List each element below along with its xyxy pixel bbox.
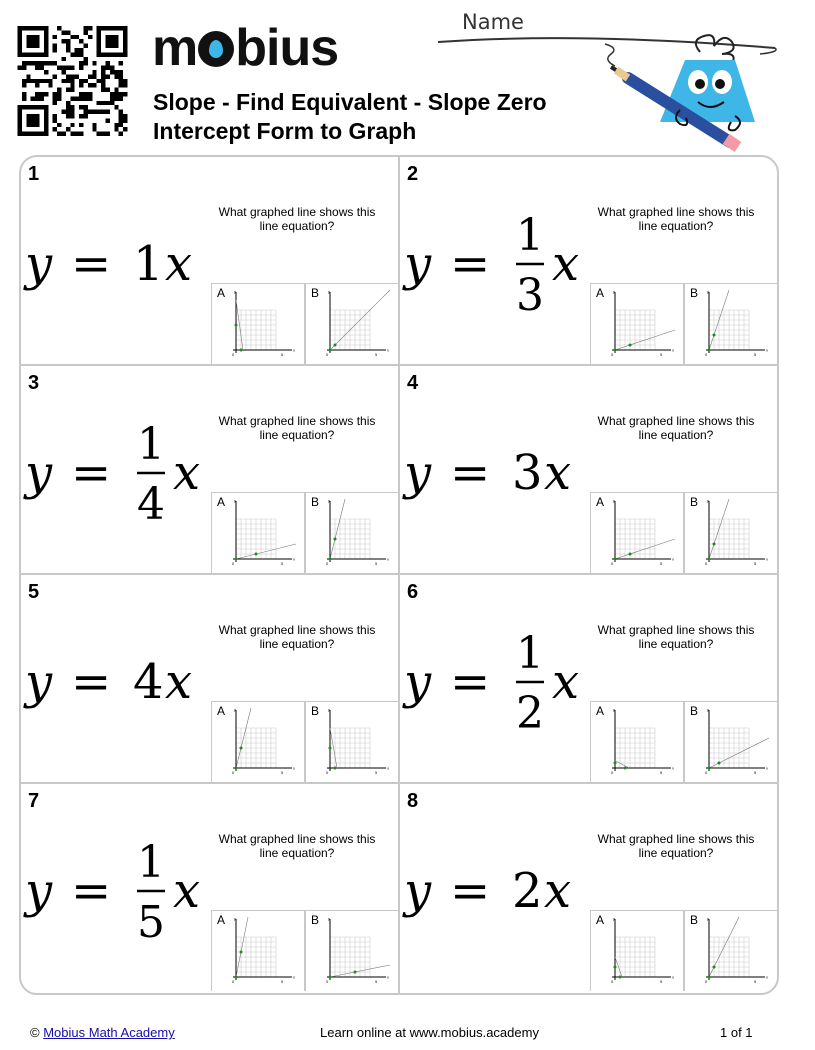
graph-point bbox=[235, 767, 238, 770]
question-prompt: What graphed line shows this line equation? bbox=[218, 832, 376, 860]
svg-text:x: x bbox=[544, 445, 572, 501]
svg-text:y: y bbox=[234, 916, 236, 921]
footer-center-text: Learn online at www.mobius.academy bbox=[320, 1025, 539, 1040]
svg-text:y: y bbox=[328, 289, 330, 294]
question-prompt: What graphed line shows this line equation? bbox=[218, 414, 376, 442]
answer-option-a[interactable] bbox=[211, 910, 305, 991]
line-equation bbox=[404, 819, 594, 959]
graph-point bbox=[614, 762, 617, 765]
graph-point bbox=[713, 334, 716, 337]
graph-point bbox=[334, 767, 337, 770]
svg-text:y: y bbox=[328, 707, 330, 712]
slope-coefficient: 4 bbox=[133, 654, 164, 710]
svg-text:0: 0 bbox=[232, 770, 235, 775]
svg-text:5: 5 bbox=[281, 561, 284, 566]
coordinate-graph bbox=[703, 290, 767, 362]
problem-card bbox=[21, 784, 400, 993]
option-letter: A bbox=[217, 286, 226, 300]
copyright-symbol: © bbox=[30, 1025, 40, 1040]
svg-text:x: x bbox=[672, 556, 674, 562]
svg-text:y: y bbox=[707, 289, 709, 294]
option-letter: A bbox=[596, 913, 605, 927]
coordinate-graph bbox=[703, 917, 767, 989]
graph-point bbox=[708, 976, 711, 979]
svg-text:5: 5 bbox=[754, 770, 757, 775]
problem-number: 7 bbox=[28, 790, 40, 812]
svg-text:0: 0 bbox=[326, 770, 329, 775]
graph-point bbox=[713, 543, 716, 546]
svg-text:=: = bbox=[71, 445, 112, 501]
svg-text:y: y bbox=[707, 707, 709, 712]
question-prompt: What graphed line shows this line equation? bbox=[597, 414, 755, 442]
svg-text:0: 0 bbox=[326, 979, 329, 984]
line-equation bbox=[404, 401, 594, 541]
coordinate-graph bbox=[609, 499, 673, 571]
svg-text:0: 0 bbox=[326, 352, 329, 357]
answer-option-b[interactable] bbox=[305, 910, 399, 991]
svg-text:x: x bbox=[387, 556, 389, 562]
graph-point bbox=[255, 553, 258, 556]
pencil-mascot-icon bbox=[430, 30, 790, 160]
graph-point bbox=[235, 324, 238, 327]
svg-text:y: y bbox=[613, 707, 615, 712]
graph-point bbox=[718, 762, 721, 765]
graph-point bbox=[329, 349, 332, 352]
svg-text:0: 0 bbox=[705, 770, 708, 775]
svg-text:5: 5 bbox=[660, 770, 663, 775]
answer-option-b[interactable] bbox=[305, 283, 399, 364]
svg-text:x: x bbox=[552, 654, 580, 710]
svg-text:=: = bbox=[450, 445, 491, 501]
svg-text:=: = bbox=[71, 863, 112, 919]
svg-text:5: 5 bbox=[375, 770, 378, 775]
svg-text:x: x bbox=[552, 236, 580, 292]
svg-text:y: y bbox=[404, 654, 432, 710]
svg-text:y: y bbox=[328, 916, 330, 921]
option-letter: A bbox=[217, 495, 226, 509]
svg-text:y: y bbox=[25, 863, 53, 919]
svg-text:y: y bbox=[707, 916, 709, 921]
worksheet-title: Slope - Find Equivalent - Slope Zero Intercept Form to Graph bbox=[153, 89, 547, 144]
problem-number: 2 bbox=[407, 163, 419, 185]
problem-card bbox=[21, 157, 400, 366]
svg-text:0: 0 bbox=[232, 979, 235, 984]
svg-text:x: x bbox=[173, 863, 201, 919]
svg-text:x: x bbox=[766, 556, 768, 562]
coordinate-graph bbox=[230, 708, 294, 780]
answer-option-a[interactable] bbox=[590, 701, 684, 782]
svg-text:x: x bbox=[766, 974, 768, 980]
svg-text:x: x bbox=[766, 765, 768, 771]
answer-option-a[interactable] bbox=[590, 910, 684, 991]
graph-point bbox=[329, 747, 332, 750]
svg-text:0: 0 bbox=[611, 352, 614, 357]
graph-point bbox=[619, 976, 622, 979]
coordinate-graph bbox=[609, 917, 673, 989]
graph-point bbox=[334, 538, 337, 541]
graph-point bbox=[629, 553, 632, 556]
graph-point bbox=[614, 966, 617, 969]
svg-text:y: y bbox=[25, 445, 53, 501]
problem-grid bbox=[19, 155, 779, 995]
svg-text:0: 0 bbox=[705, 352, 708, 357]
svg-text:x: x bbox=[672, 347, 674, 353]
svg-text:y: y bbox=[234, 289, 236, 294]
option-letter: B bbox=[311, 495, 320, 509]
line-equation bbox=[25, 192, 215, 332]
graph-point bbox=[708, 767, 711, 770]
line-equation bbox=[404, 610, 594, 750]
svg-text:x: x bbox=[672, 974, 674, 980]
slope-denominator: 2 bbox=[516, 688, 544, 739]
problem-number: 5 bbox=[28, 581, 40, 603]
graph-point bbox=[240, 349, 243, 352]
svg-text:=: = bbox=[450, 863, 491, 919]
answer-option-a[interactable] bbox=[211, 701, 305, 782]
svg-text:x: x bbox=[544, 863, 572, 919]
coordinate-graph bbox=[703, 499, 767, 571]
option-letter: B bbox=[690, 286, 699, 300]
svg-text:x: x bbox=[173, 445, 201, 501]
option-letter: B bbox=[311, 704, 320, 718]
answer-option-a[interactable] bbox=[211, 283, 305, 364]
problem-number: 4 bbox=[407, 372, 419, 394]
problem-card bbox=[400, 366, 779, 575]
option-letter: A bbox=[217, 704, 226, 718]
coordinate-graph bbox=[324, 499, 388, 571]
svg-text:0: 0 bbox=[232, 352, 235, 357]
problem-card bbox=[21, 575, 400, 784]
svg-text:0: 0 bbox=[705, 979, 708, 984]
answer-option-b[interactable] bbox=[305, 492, 399, 573]
svg-text:5: 5 bbox=[660, 979, 663, 984]
answer-option-b[interactable] bbox=[684, 492, 778, 573]
svg-text:y: y bbox=[613, 916, 615, 921]
svg-text:x: x bbox=[766, 347, 768, 353]
answer-option-a[interactable] bbox=[590, 492, 684, 573]
answer-option-b[interactable] bbox=[684, 701, 778, 782]
svg-text:x: x bbox=[387, 765, 389, 771]
mobius-logo: m bius bbox=[152, 19, 339, 77]
line-equation bbox=[25, 401, 215, 541]
slope-denominator: 4 bbox=[137, 479, 165, 530]
problem-card bbox=[400, 575, 779, 784]
answer-option-a[interactable] bbox=[211, 492, 305, 573]
svg-text:5: 5 bbox=[375, 352, 378, 357]
option-letter: B bbox=[311, 286, 320, 300]
question-prompt: What graphed line shows this line equation? bbox=[597, 623, 755, 651]
problem-number: 1 bbox=[28, 163, 40, 185]
question-prompt: What graphed line shows this line equation? bbox=[597, 205, 755, 233]
coordinate-graph bbox=[609, 290, 673, 362]
coordinate-graph bbox=[230, 290, 294, 362]
coordinate-graph bbox=[230, 499, 294, 571]
svg-text:y: y bbox=[25, 236, 53, 292]
svg-text:5: 5 bbox=[754, 352, 757, 357]
svg-text:x: x bbox=[165, 236, 193, 292]
svg-text:y: y bbox=[234, 498, 236, 503]
svg-text:0: 0 bbox=[611, 561, 614, 566]
svg-text:y: y bbox=[404, 863, 432, 919]
qr-code-icon bbox=[16, 26, 129, 136]
svg-text:y: y bbox=[25, 654, 53, 710]
svg-text:=: = bbox=[450, 654, 491, 710]
name-label: Name bbox=[462, 10, 524, 34]
slope-denominator: 3 bbox=[516, 270, 544, 321]
graph-point bbox=[708, 558, 711, 561]
problem-number: 8 bbox=[407, 790, 419, 812]
problem-number: 3 bbox=[28, 372, 40, 394]
svg-text:x: x bbox=[293, 347, 295, 353]
question-prompt: What graphed line shows this line equation? bbox=[218, 623, 376, 651]
problem-number: 6 bbox=[407, 581, 419, 603]
svg-text:y: y bbox=[707, 498, 709, 503]
graph-point bbox=[354, 971, 357, 974]
mobius-academy-link[interactable]: Mobius Math Academy bbox=[43, 1025, 175, 1040]
svg-text:5: 5 bbox=[660, 352, 663, 357]
slope-numerator: 1 bbox=[516, 628, 544, 679]
svg-text:5: 5 bbox=[754, 561, 757, 566]
footer-copyright bbox=[30, 1025, 175, 1040]
svg-text:y: y bbox=[328, 498, 330, 503]
problem-card bbox=[400, 157, 779, 366]
svg-text:5: 5 bbox=[660, 561, 663, 566]
svg-text:0: 0 bbox=[326, 561, 329, 566]
svg-text:5: 5 bbox=[375, 979, 378, 984]
coordinate-graph bbox=[324, 708, 388, 780]
svg-text:x: x bbox=[293, 974, 295, 980]
graph-point bbox=[235, 558, 238, 561]
answer-option-a[interactable] bbox=[590, 283, 684, 364]
svg-text:x: x bbox=[165, 654, 193, 710]
coordinate-graph bbox=[609, 708, 673, 780]
graph-point bbox=[614, 558, 617, 561]
graph-point bbox=[329, 976, 332, 979]
line-equation bbox=[404, 192, 594, 332]
option-letter: A bbox=[596, 495, 605, 509]
option-letter: B bbox=[311, 913, 320, 927]
problem-card bbox=[21, 366, 400, 575]
svg-text:5: 5 bbox=[281, 770, 284, 775]
svg-text:5: 5 bbox=[754, 979, 757, 984]
graph-point bbox=[240, 747, 243, 750]
page-number: 1 of 1 bbox=[720, 1025, 753, 1040]
option-letter: A bbox=[217, 913, 226, 927]
slope-numerator: 1 bbox=[137, 419, 165, 470]
graph-point bbox=[614, 349, 617, 352]
svg-text:x: x bbox=[293, 556, 295, 562]
slope-coefficient: 2 bbox=[512, 863, 543, 919]
svg-text:0: 0 bbox=[232, 561, 235, 566]
option-letter: B bbox=[690, 913, 699, 927]
graph-point bbox=[713, 966, 716, 969]
coordinate-graph bbox=[703, 708, 767, 780]
option-letter: A bbox=[596, 704, 605, 718]
svg-text:=: = bbox=[450, 236, 491, 292]
svg-text:5: 5 bbox=[281, 979, 284, 984]
svg-text:y: y bbox=[613, 289, 615, 294]
svg-text:5: 5 bbox=[375, 561, 378, 566]
line-equation bbox=[25, 610, 215, 750]
question-prompt: What graphed line shows this line equation? bbox=[218, 205, 376, 233]
svg-text:y: y bbox=[404, 236, 432, 292]
svg-text:0: 0 bbox=[705, 561, 708, 566]
graph-point bbox=[235, 976, 238, 979]
svg-text:x: x bbox=[387, 974, 389, 980]
answer-option-b[interactable] bbox=[305, 701, 399, 782]
answer-option-b[interactable] bbox=[684, 910, 778, 991]
graph-point bbox=[708, 349, 711, 352]
line-equation bbox=[25, 819, 215, 959]
svg-text:x: x bbox=[387, 347, 389, 353]
slope-numerator: 1 bbox=[137, 837, 165, 888]
svg-text:x: x bbox=[293, 765, 295, 771]
graph-point bbox=[334, 344, 337, 347]
coordinate-graph bbox=[324, 290, 388, 362]
graph-line bbox=[615, 761, 629, 769]
svg-text:x: x bbox=[672, 765, 674, 771]
svg-text:=: = bbox=[71, 654, 112, 710]
graph-point bbox=[329, 558, 332, 561]
coordinate-graph bbox=[230, 917, 294, 989]
svg-text:0: 0 bbox=[611, 770, 614, 775]
graph-point bbox=[240, 951, 243, 954]
slope-numerator: 1 bbox=[516, 210, 544, 261]
option-letter: B bbox=[690, 704, 699, 718]
slope-coefficient: 1 bbox=[133, 236, 164, 292]
svg-text:y: y bbox=[613, 498, 615, 503]
coordinate-graph bbox=[324, 917, 388, 989]
option-letter: B bbox=[690, 495, 699, 509]
graph-point bbox=[629, 344, 632, 347]
svg-text:=: = bbox=[71, 236, 112, 292]
question-prompt: What graphed line shows this line equation? bbox=[597, 832, 755, 860]
svg-text:0: 0 bbox=[611, 979, 614, 984]
problem-card bbox=[400, 784, 779, 993]
slope-denominator: 5 bbox=[137, 897, 165, 948]
svg-text:y: y bbox=[234, 707, 236, 712]
graph-point bbox=[624, 767, 627, 770]
answer-option-b[interactable] bbox=[684, 283, 778, 364]
option-letter: A bbox=[596, 286, 605, 300]
slope-coefficient: 3 bbox=[512, 445, 543, 501]
svg-text:5: 5 bbox=[281, 352, 284, 357]
svg-text:y: y bbox=[404, 445, 432, 501]
